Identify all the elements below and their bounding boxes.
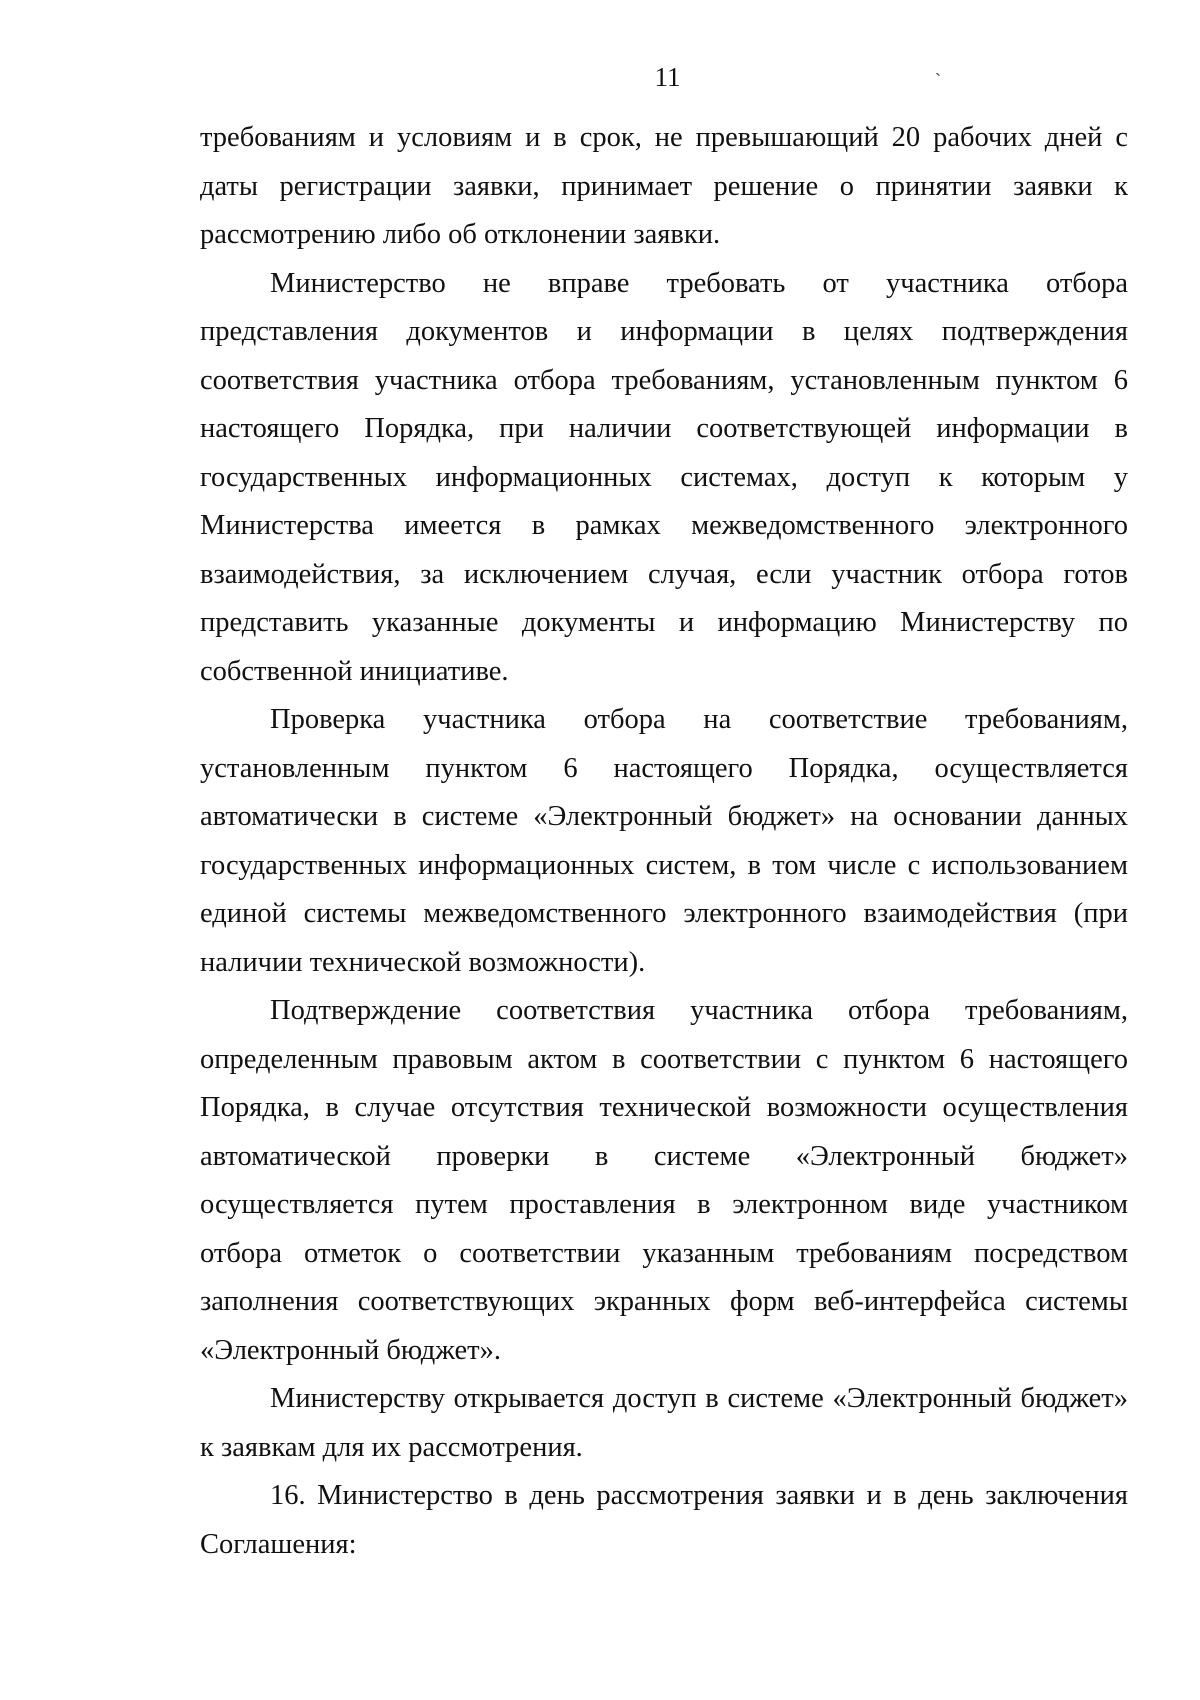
scan-mark: ` [935,70,941,90]
page-number: 11 [654,62,681,92]
paragraph: Министерству открывается доступ в системе «Электронный бюджет» к заявкам для их рассмотрения. [200,1383,1128,1463]
paragraph: Подтверждение соответствия участника отбора требованиям, определенным правовым актом в соответствии с пунктом 6 настоящего Порядка, в случае отсутствия технической возможности осуществления автоматической проверки в системе «Электронный бюджет» осуществляется путем проставления в электронном виде участником отбора отметок о соответствии указанным требованиям посредством заполнения соответствующих экранных форм веб-интерфейса системы «Электронный бюджет». [200,995,1128,1366]
paragraph: требованиям и условиям и в срок, не превышающий 20 рабочих дней с даты регистрации заявки, принимает решение о принятии заявки к рассмотрению либо об отклонении заявки. [200,122,1128,250]
document-body [200,114,1128,1569]
paragraph: Проверка участника отбора на соответствие требованиям, установленным пунктом 6 настоящего Порядка, осуществляется автоматически в системе «Электронный бюджет» на основании данных государственных информационных систем, в том числе с использованием единой системы межведомственного электронного взаимодействия (при наличии технической возможности). [200,704,1128,978]
paragraph: 16. Министерство в день рассмотрения заявки и в день заключения Соглашения: [200,1480,1128,1560]
paragraph: Министерство не вправе требовать от участника отбора представления документов и информации в целях подтверждения соответствия участника отбора требованиям, установленным пунктом 6 настоящего Порядка, при наличии соответствующей информации в государственных информационных системах, доступ к которым у Министерства имеется в рамках межведомственного электронного взаимодействия, за исключением случая, если участник отбора готов представить указанные документы и информацию Министерству по собственной инициативе. [200,267,1128,687]
